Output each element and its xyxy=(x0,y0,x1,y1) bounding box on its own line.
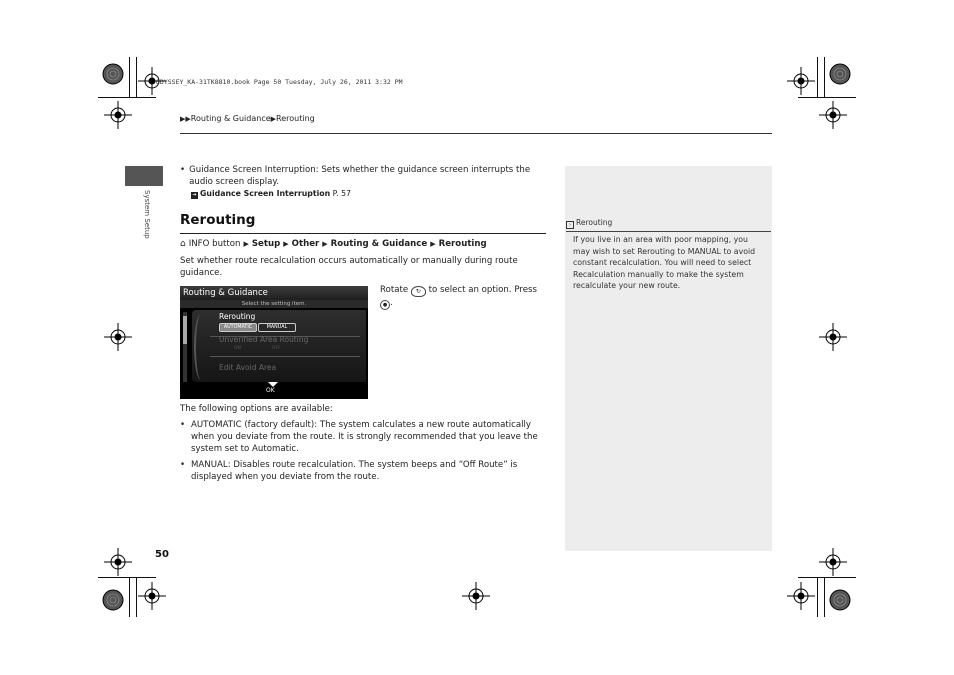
rotate-text-2: to select an option. Press xyxy=(428,285,537,295)
option-term: MANUAL xyxy=(191,460,228,470)
navigation-screen-image xyxy=(180,286,368,399)
side-tab-marker xyxy=(125,166,163,186)
side-tab-label: System Setup xyxy=(143,190,151,239)
path-start: INFO button xyxy=(188,239,241,249)
intro-term: Guidance Screen Interruption xyxy=(189,165,316,175)
screen-scroll-thumb xyxy=(183,316,187,344)
screen-dial-arc xyxy=(194,314,208,380)
rotate-dial-icon: ↻ xyxy=(411,286,426,297)
options-list xyxy=(180,419,544,483)
screen-option-selected: AUTOMATIC xyxy=(219,323,257,332)
press-enter-icon: ● xyxy=(380,300,390,310)
breadcrumb xyxy=(180,114,315,123)
screen-option-dim: OFF xyxy=(272,346,281,351)
breadcrumb-arrow-icon: ▶ xyxy=(270,115,277,123)
screen-subtitle: Select the setting item. xyxy=(180,300,368,308)
path-step: Other xyxy=(291,239,320,249)
section-divider xyxy=(180,233,546,234)
screen-ok-label: OK xyxy=(266,387,275,394)
header-divider xyxy=(180,133,772,134)
option-text: : Disables route recalculation. The system beeps and “Off Route” is displayed when you deviate from the route. xyxy=(191,460,518,482)
option-term: AUTOMATIC xyxy=(191,420,242,430)
note-term: MANUAL xyxy=(687,246,722,256)
screen-title: Routing & Guidance xyxy=(180,286,368,300)
note-text: to avoid constant recalculation. You will need to select xyxy=(573,246,756,267)
note-heading xyxy=(566,218,612,229)
screen-item: Edit Avoid Area xyxy=(219,363,277,372)
note-term: Rerouting xyxy=(637,246,675,256)
section-title: Rerouting xyxy=(180,212,256,228)
path-step: Routing & Guidance xyxy=(330,239,428,249)
path-step: Rerouting xyxy=(438,239,487,249)
reference-label[interactable]: Guidance Screen Interruption xyxy=(200,189,331,198)
note-term: Recalculation xyxy=(573,269,626,279)
path-arrow-icon: ▶ xyxy=(243,240,249,248)
menu-path xyxy=(180,238,487,250)
option-item: • AUTOMATIC (factory default): The system calculates a new route automatically when you deviate from the route. It is strongly recommended that you leave the system set to Automatic. xyxy=(180,420,538,454)
note-text: manually to make the system recalculate your new route. xyxy=(573,269,744,290)
section-description: Set whether route recalculation occurs automatically or manually during route guidance. xyxy=(180,256,518,278)
note-icon: › xyxy=(566,221,574,229)
options-intro: The following options are available: xyxy=(180,404,333,414)
rotate-text: Rotate xyxy=(380,285,409,295)
breadcrumb-arrow-icon: ▶▶ xyxy=(180,115,191,123)
screen-option-dim: ON xyxy=(234,346,241,351)
rotate-instruction: Rotate ↻ to select an option. Press ● . xyxy=(380,285,537,308)
note-body xyxy=(573,234,765,292)
note-title: Rerouting xyxy=(576,218,613,227)
path-arrow-icon: ▶ xyxy=(283,240,289,248)
screen-row-divider xyxy=(210,356,360,357)
print-header: ODYSSEY_KA-31TK8810.book Page 50 Tuesday, July 26, 2011 3:32 PM xyxy=(156,78,403,86)
screen-item: Unverified Area Routing xyxy=(219,335,309,344)
reference-link-icon: ➔ xyxy=(192,192,197,198)
reference-page[interactable]: P. 57 xyxy=(332,189,352,198)
breadcrumb-item[interactable]: Rerouting xyxy=(276,114,315,123)
path-arrow-icon: ▶ xyxy=(322,240,328,248)
path-arrow-icon: ▶ xyxy=(430,240,436,248)
note-divider xyxy=(566,231,771,232)
screen-item: Rerouting xyxy=(219,312,256,321)
intro-reference[interactable] xyxy=(180,188,548,200)
screen-option: MANUAL xyxy=(258,323,296,332)
note-text: If you live in an area with poor mapping, you may wish to set xyxy=(573,235,749,256)
option-text: (factory default): The system calculates a new route automatically when you deviate from the route. It is strongly recommended that you leave the system set to Automatic. xyxy=(191,420,538,454)
home-icon: ⌂ xyxy=(180,239,186,249)
note-text: to xyxy=(674,246,688,256)
breadcrumb-item[interactable]: Routing & Guidance xyxy=(190,114,271,123)
path-step: Setup xyxy=(251,239,281,249)
option-item: • MANUAL: Disables route recalculation. The system beeps and “Off Route” is displayed when you deviate from the route. xyxy=(180,460,518,482)
page-number: 50 xyxy=(155,549,169,560)
intro-text: : Sets whether the guidance screen interrupts the audio screen display. xyxy=(189,165,531,187)
intro-bullet: • Guidance Screen Interruption: Sets whether the guidance screen interrupts the audio screen display. ➔ Guidance Screen Interruption P. 57 xyxy=(180,164,548,200)
